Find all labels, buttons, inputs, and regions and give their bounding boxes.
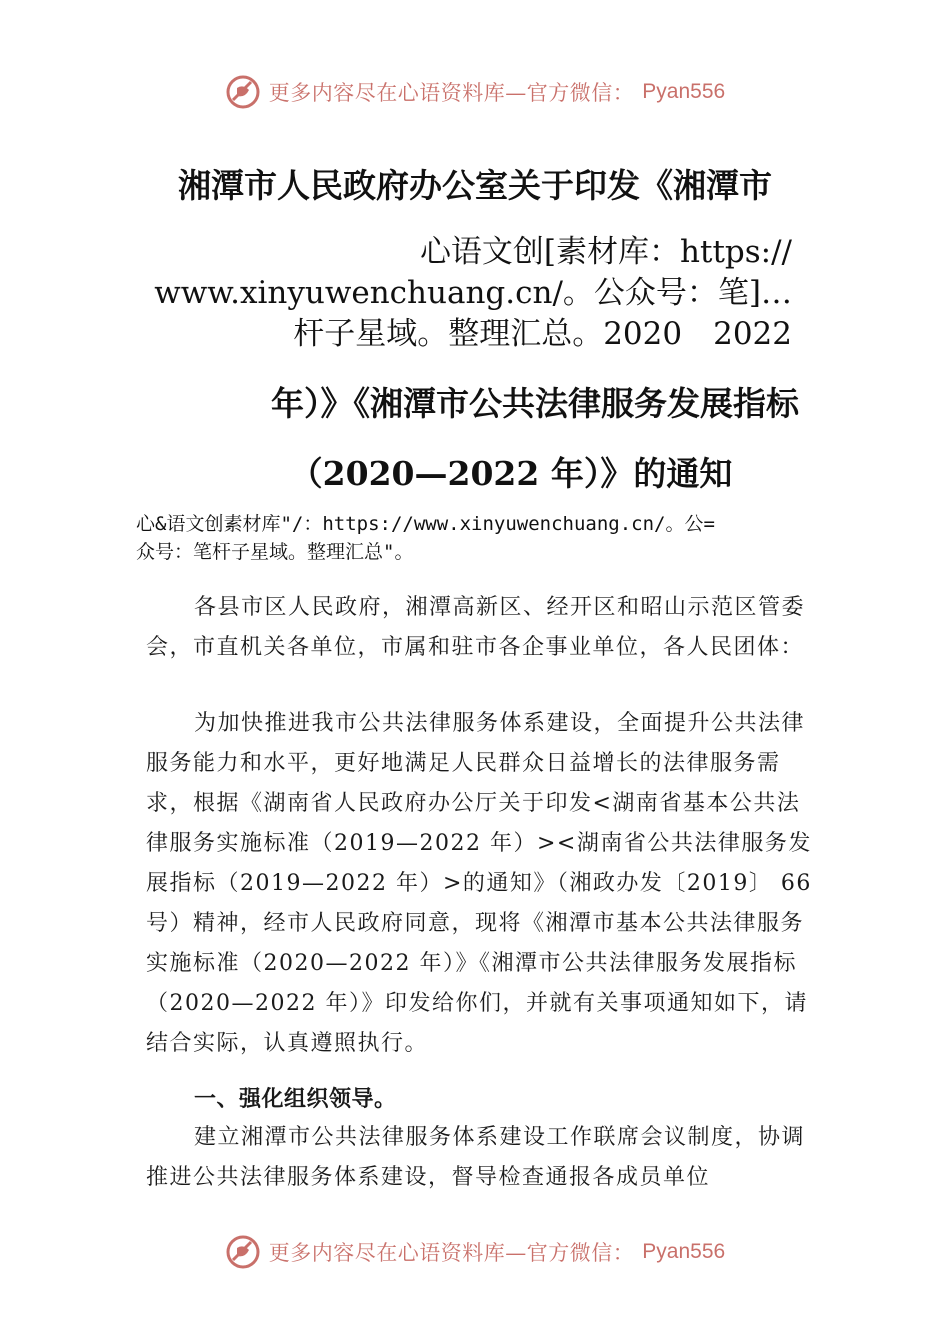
watermark-note-line-2: 众号：笔杆子星域。整理汇总"。 xyxy=(136,541,414,563)
intro-paragraph: 为加快推进我市公共法律服务体系建设，全面提升公共法律服务能力和水平，更好地满足人民群众日益增长的法律服务需求，根据《湖南省人民政府办公厅关于印发<湖南省基本公共法律服务实施标准（2019—2022 年）><湖南省公共法律服务发展指标（2019—2022 年）>的通知》（湘政办发〔2019〕 66 号）精神，经市人民政府同意，现将《湘潭市基本公共法律服务实施标准（2020—2022 年）》《湘潭市公共法律服务发展指标（2020—2022 年）》印发给你们，并就有关事项通知如下，请结合实际，认真遵照执行。 xyxy=(146,711,812,1056)
brand-logo-icon xyxy=(225,74,261,110)
section-heading-1: 一、强化组织领导。 xyxy=(194,1087,397,1112)
watermark-note xyxy=(136,510,846,566)
banner-text: 更多内容尽在心语资料库—官方微信： xyxy=(268,1241,635,1265)
doc-title-line-1: 湘潭市人民政府办公室关于印发《湘潭市 xyxy=(178,166,772,205)
footer-banner xyxy=(0,1232,950,1272)
doc-title-line-5: （2020—2022 年）》的通知 xyxy=(289,454,733,493)
brand-logo-icon xyxy=(225,1234,261,1270)
section-1-paragraph: 建立湘潭市公共法律服务体系建设工作联席会议制度，协调推进公共法律服务体系建设，督导检查通报各成员单位 xyxy=(146,1125,806,1190)
banner-wechat-id: Pyan556 xyxy=(642,1240,726,1263)
watermark-line-2: www.xinyuwenchuang.cn/。公众号：笔]… xyxy=(154,275,792,311)
banner-text: 更多内容尽在心语资料库—官方微信： xyxy=(268,81,635,105)
watermark-line-3: 杆子星域。整理汇总。2020 2022 xyxy=(293,316,792,352)
addressee-paragraph: 各县市区人民政府，湘潭高新区、经开区和昭山示范区管委会，市直机关各单位，市属和驻市各企事业单位，各人民团体： xyxy=(146,595,806,660)
doc-title-line-4: 年）》《湘潭市公共法律服务发展指标 xyxy=(271,384,799,423)
header-banner xyxy=(0,72,950,112)
watermark-line-1: 心语文创[素材库：https:// xyxy=(419,234,792,270)
watermark-note-line-1: 心&语文创素材库"/：https://www.xinyuwenchuang.cn/。公= xyxy=(136,513,715,535)
banner-wechat-id: Pyan556 xyxy=(642,80,726,103)
watermark-block xyxy=(154,232,792,355)
